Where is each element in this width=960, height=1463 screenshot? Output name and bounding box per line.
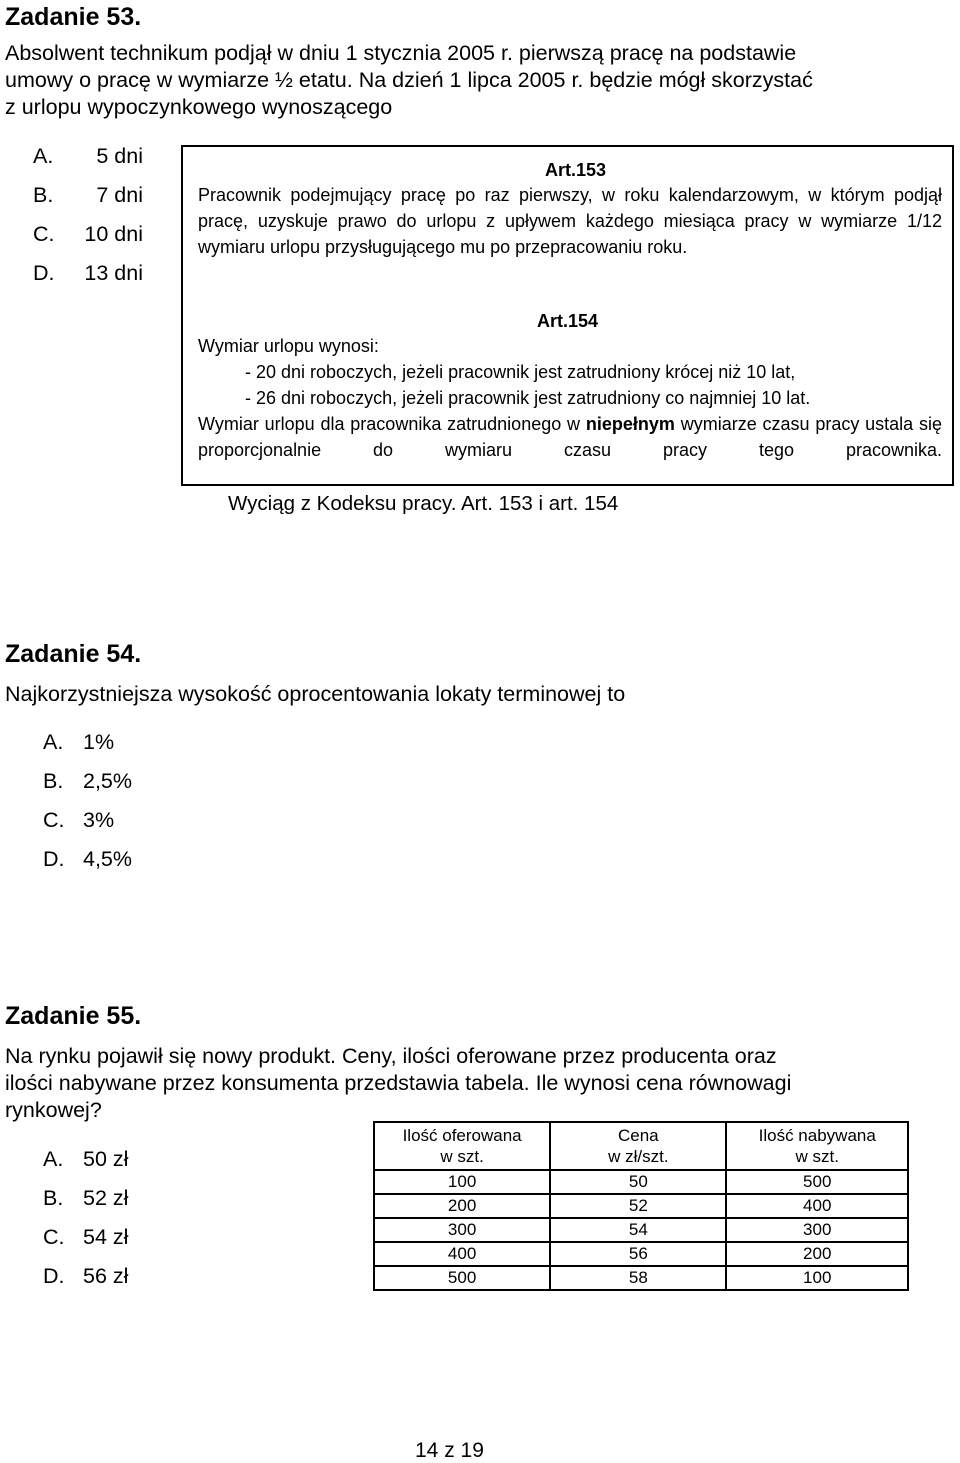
- table-cell: 50: [550, 1170, 726, 1194]
- table-cell: 200: [374, 1194, 550, 1218]
- art154-title: Art.154: [537, 311, 599, 331]
- task53-option-a[interactable]: [33, 144, 143, 169]
- task54-option-b[interactable]: [43, 769, 132, 794]
- header-line: w szt.: [440, 1147, 484, 1166]
- task54-option-c[interactable]: [43, 808, 114, 833]
- task53-option-c[interactable]: [33, 222, 143, 247]
- table-cell: 400: [726, 1194, 908, 1218]
- header-line: w szt.: [795, 1147, 839, 1166]
- task54-option-a[interactable]: [43, 730, 114, 755]
- art154-intro: Wymiar urlopu wynosi:: [198, 336, 379, 356]
- option-text: 56 zł: [83, 1264, 129, 1288]
- task53-option-b[interactable]: [33, 183, 143, 208]
- task54-heading: Zadanie 54.: [5, 640, 142, 668]
- table-cell: 300: [726, 1218, 908, 1242]
- table-cell: 58: [550, 1266, 726, 1290]
- task53-question-line: umowy o pracę w wymiarze ½ etatu. Na dzień 1 lipca 2005 r. będzie mógł skorzystać: [5, 68, 813, 92]
- task53-heading: Zadanie 53.: [5, 3, 142, 31]
- task55-option-d[interactable]: [43, 1264, 128, 1289]
- task53-question-line: Absolwent technikum podjął w dniu 1 stycznia 2005 r. pierwszą pracę na podstawie: [5, 41, 797, 65]
- option-letter: D.: [43, 1264, 65, 1288]
- table-cell: 400: [374, 1242, 550, 1266]
- task55-question-line: rynkowej?: [5, 1098, 102, 1122]
- option-letter: B.: [43, 1186, 64, 1210]
- task53-option-d[interactable]: [33, 261, 143, 286]
- option-letter: D.: [33, 261, 55, 285]
- task55-heading: Zadanie 55.: [5, 1002, 142, 1030]
- table-header-cell: [550, 1122, 726, 1170]
- table-cell: 100: [726, 1266, 908, 1290]
- table-cell: 500: [374, 1266, 550, 1290]
- table-cell: 56: [550, 1242, 726, 1266]
- option-text: 52 zł: [83, 1186, 129, 1210]
- option-text: 50 zł: [83, 1147, 129, 1171]
- table-row: [374, 1170, 908, 1194]
- table-row: [374, 1194, 908, 1218]
- art154-paragraph-start: Wymiar urlopu dla pracownika zatrudnionego w: [198, 414, 581, 434]
- option-letter: B.: [33, 183, 54, 207]
- option-letter: B.: [43, 769, 64, 793]
- art154-paragraph-bold: niepełnym: [585, 414, 675, 434]
- table-row: [374, 1218, 908, 1242]
- task55-question-line: ilości nabywane przez konsumenta przedstawia tabela. Ile wynosi cena równowagi: [5, 1071, 792, 1095]
- option-text: 1%: [83, 730, 115, 754]
- option-text: 5 dni: [96, 144, 143, 168]
- market-table: [373, 1121, 909, 1291]
- option-letter: D.: [43, 847, 65, 871]
- art154-paragraph-end: wymiarze czasu pracy ustala się proporcjonalnie do wymiaru czasu pracy tego pracownika.: [198, 414, 942, 460]
- table-cell: 52: [550, 1194, 726, 1218]
- art153-text: Pracownik podejmujący pracę po raz pierwszy, w roku kalendarzowym, w którym podjął pracę, uzyskuje prawo do urlopu z upływem każdego miesiąca pracy w wymiarze 1/12 wymiaru urlopu przysługującego mu po przepracowaniu roku.: [198, 185, 942, 257]
- task55-option-a[interactable]: [43, 1147, 128, 1172]
- art154-item: - 26 dni roboczych, jeżeli pracownik jest zatrudniony co najmniej 10 lat.: [245, 388, 811, 408]
- table-cell: 500: [726, 1170, 908, 1194]
- page-number: 14 z 19: [415, 1439, 484, 1462]
- art153-title: Art.153: [545, 160, 607, 180]
- option-text: 4,5%: [83, 847, 133, 871]
- task55-option-b[interactable]: [43, 1186, 128, 1211]
- header-line: w zł/szt.: [608, 1147, 669, 1166]
- option-letter: A.: [43, 730, 64, 754]
- header-line: Ilość nabywana: [758, 1126, 876, 1145]
- option-letter: A.: [33, 144, 54, 168]
- option-letter: A.: [43, 1147, 64, 1171]
- task54-option-d[interactable]: [43, 847, 132, 872]
- header-line: Cena: [618, 1126, 659, 1145]
- option-letter: C.: [43, 808, 65, 832]
- art154-paragraph: [198, 411, 942, 463]
- task55-question: [5, 1043, 791, 1124]
- option-text: 2,5%: [83, 769, 133, 793]
- option-letter: C.: [33, 222, 55, 246]
- option-letter: C.: [43, 1225, 65, 1249]
- option-text: 13 dni: [84, 261, 143, 285]
- task55-option-c[interactable]: [43, 1225, 128, 1250]
- table-header-row: [374, 1122, 908, 1170]
- table-cell: 300: [374, 1218, 550, 1242]
- task53-question-line: z urlopu wypoczynkowego wynoszącego: [5, 95, 393, 119]
- table-cell: 100: [374, 1170, 550, 1194]
- table-cell: 54: [550, 1218, 726, 1242]
- task55-question-line: Na rynku pojawił się nowy produkt. Ceny, ilości oferowane przez producenta oraz: [5, 1044, 777, 1068]
- option-text: 54 zł: [83, 1225, 129, 1249]
- art154-item: - 20 dni roboczych, jeżeli pracownik jest zatrudniony krócej niż 10 lat,: [245, 362, 796, 382]
- option-text: 3%: [83, 808, 115, 832]
- option-text: 10 dni: [84, 222, 143, 246]
- task54-question: Najkorzystniejsza wysokość oprocentowania lokaty terminowej to: [5, 682, 626, 706]
- table-header-cell: [726, 1122, 908, 1170]
- option-text: 7 dni: [96, 183, 143, 207]
- table-row: [374, 1242, 908, 1266]
- task53-question: [5, 40, 813, 121]
- table-row: [374, 1266, 908, 1290]
- table-cell: 200: [726, 1242, 908, 1266]
- header-line: Ilość oferowana: [402, 1126, 522, 1145]
- law-source: Wyciąg z Kodeksu pracy. Art. 153 i art. 154: [228, 492, 619, 515]
- table-header-cell: [374, 1122, 550, 1170]
